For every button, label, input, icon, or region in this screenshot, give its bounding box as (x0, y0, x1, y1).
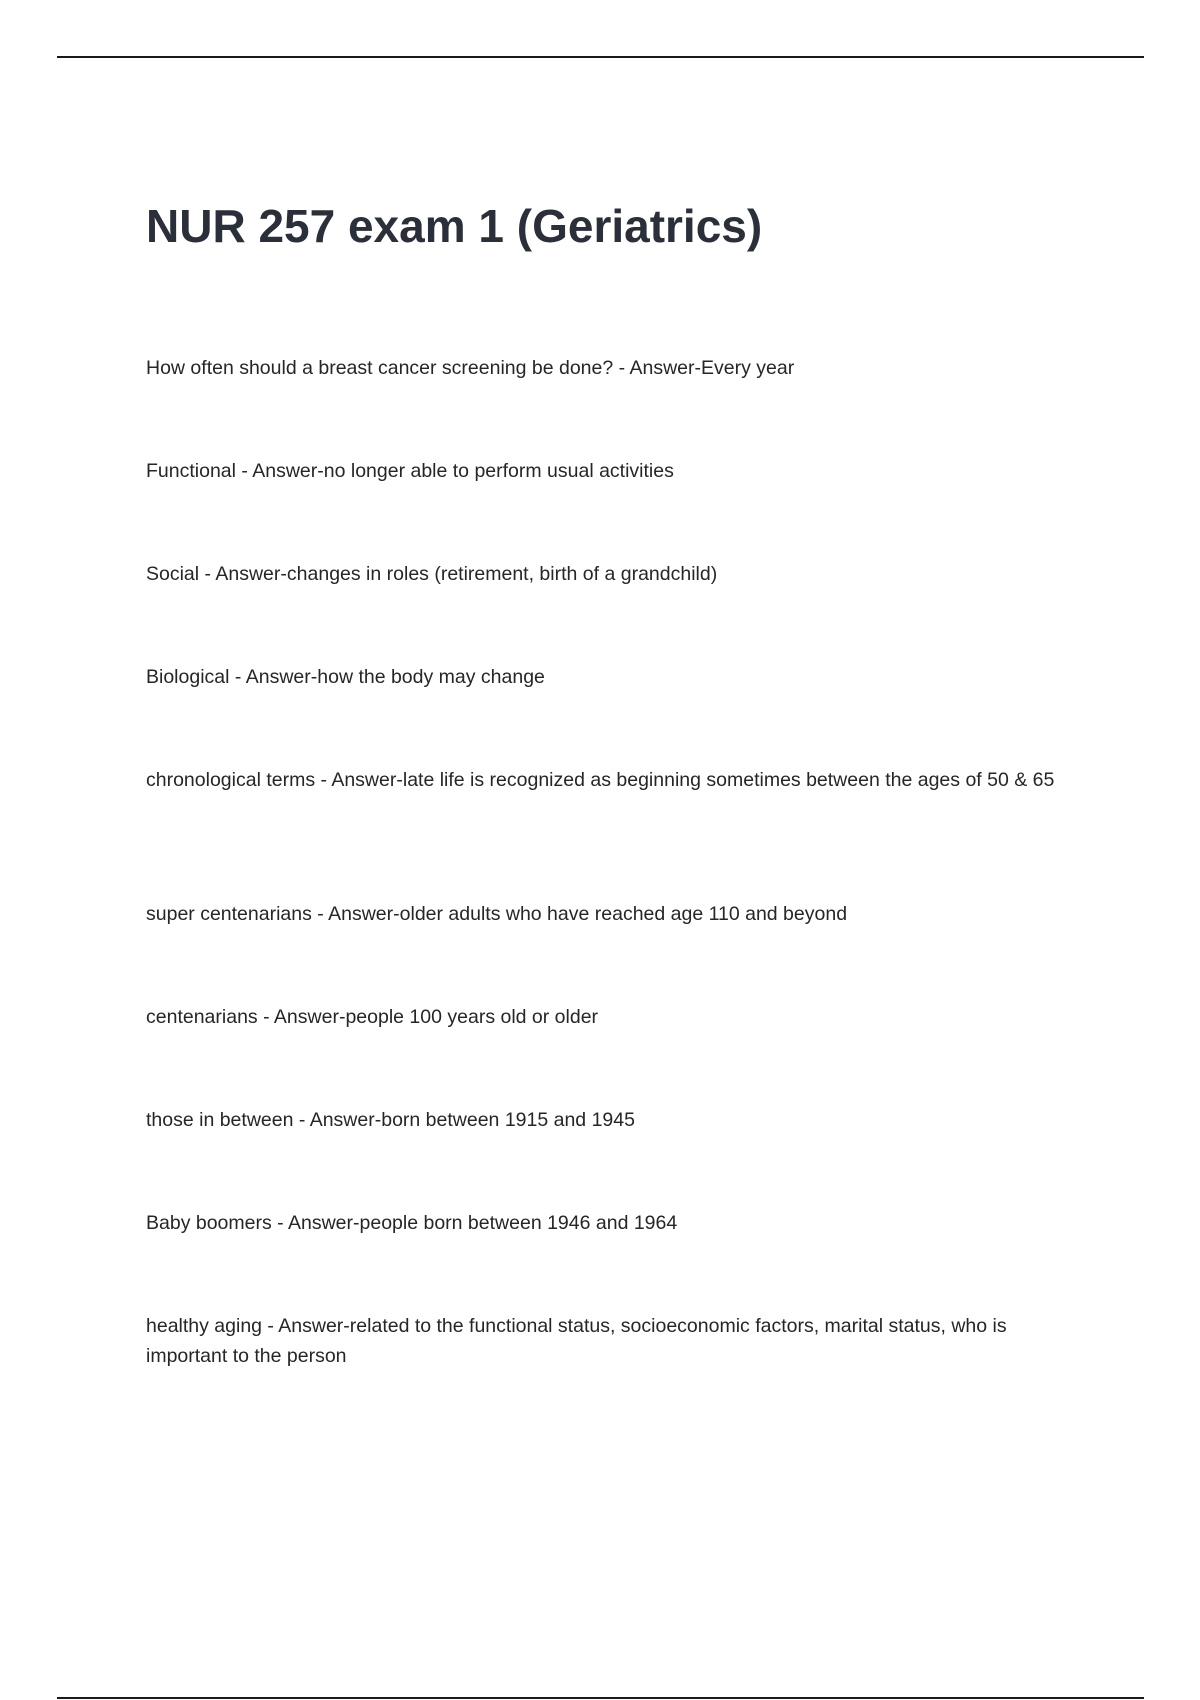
qa-term: Functional (146, 460, 236, 482)
qa-item-chronological-terms (146, 765, 1076, 795)
qa-separator: - Answer- (235, 460, 324, 482)
bottom-rule (57, 1697, 1144, 1699)
qa-separator: - Answer- (229, 666, 318, 688)
qa-term: Social (146, 563, 200, 585)
qa-term: Baby boomers (146, 1212, 272, 1234)
qa-answer: how the body may change (317, 666, 545, 688)
qa-answer: related to the functional status, socioeconomic factors, marital status, who is important to the person (146, 1315, 1007, 1367)
qa-separator: - Answer- (293, 1109, 382, 1131)
qa-item-breast-screening (146, 353, 1076, 383)
qa-answer: people born between 1946 and 1964 (359, 1212, 678, 1234)
qa-item-super-centenarians (146, 899, 1076, 929)
qa-separator: - Answer- (262, 1315, 350, 1337)
qa-item-social (146, 559, 1076, 589)
qa-answer: late life is recognized as beginning sometimes between the ages of 50 & 65 (402, 769, 1055, 791)
qa-answer: people 100 years old or older (345, 1006, 599, 1028)
qa-item-baby-boomers (146, 1208, 1076, 1238)
qa-item-healthy-aging (146, 1311, 1076, 1371)
document-title: NUR 257 exam 1 (Geriatrics) (146, 200, 763, 252)
qa-separator: - Answer- (257, 1006, 346, 1028)
qa-term: Biological (146, 666, 230, 688)
qa-term: How often should a breast cancer screening be done? (146, 357, 614, 379)
qa-term: super centenarians (146, 903, 312, 925)
top-rule (57, 56, 1144, 58)
qa-answer: changes in roles (retirement, birth of a grandchild) (286, 563, 718, 585)
qa-term: centenarians (146, 1006, 258, 1028)
qa-answer: no longer able to perform usual activities (323, 460, 674, 482)
qa-term: chronological terms (146, 769, 316, 791)
qa-item-functional (146, 456, 1076, 486)
qa-separator: - Answer- (315, 769, 403, 791)
qa-separator: - Answer- (311, 903, 400, 925)
qa-separator: - Answer- (199, 563, 287, 585)
qa-answer: older adults who have reached age 110 and beyond (399, 903, 848, 925)
qa-answer: Every year (701, 357, 795, 379)
qa-item-biological (146, 662, 1076, 692)
qa-term: healthy aging (146, 1315, 263, 1337)
qa-term: those in between (146, 1109, 294, 1131)
qa-item-centenarians (146, 1002, 1076, 1032)
qa-item-those-in-between (146, 1105, 1076, 1135)
qa-separator: - Answer- (271, 1212, 360, 1234)
qa-separator: - Answer- (613, 357, 702, 379)
qa-answer: born between 1915 and 1945 (381, 1109, 635, 1131)
